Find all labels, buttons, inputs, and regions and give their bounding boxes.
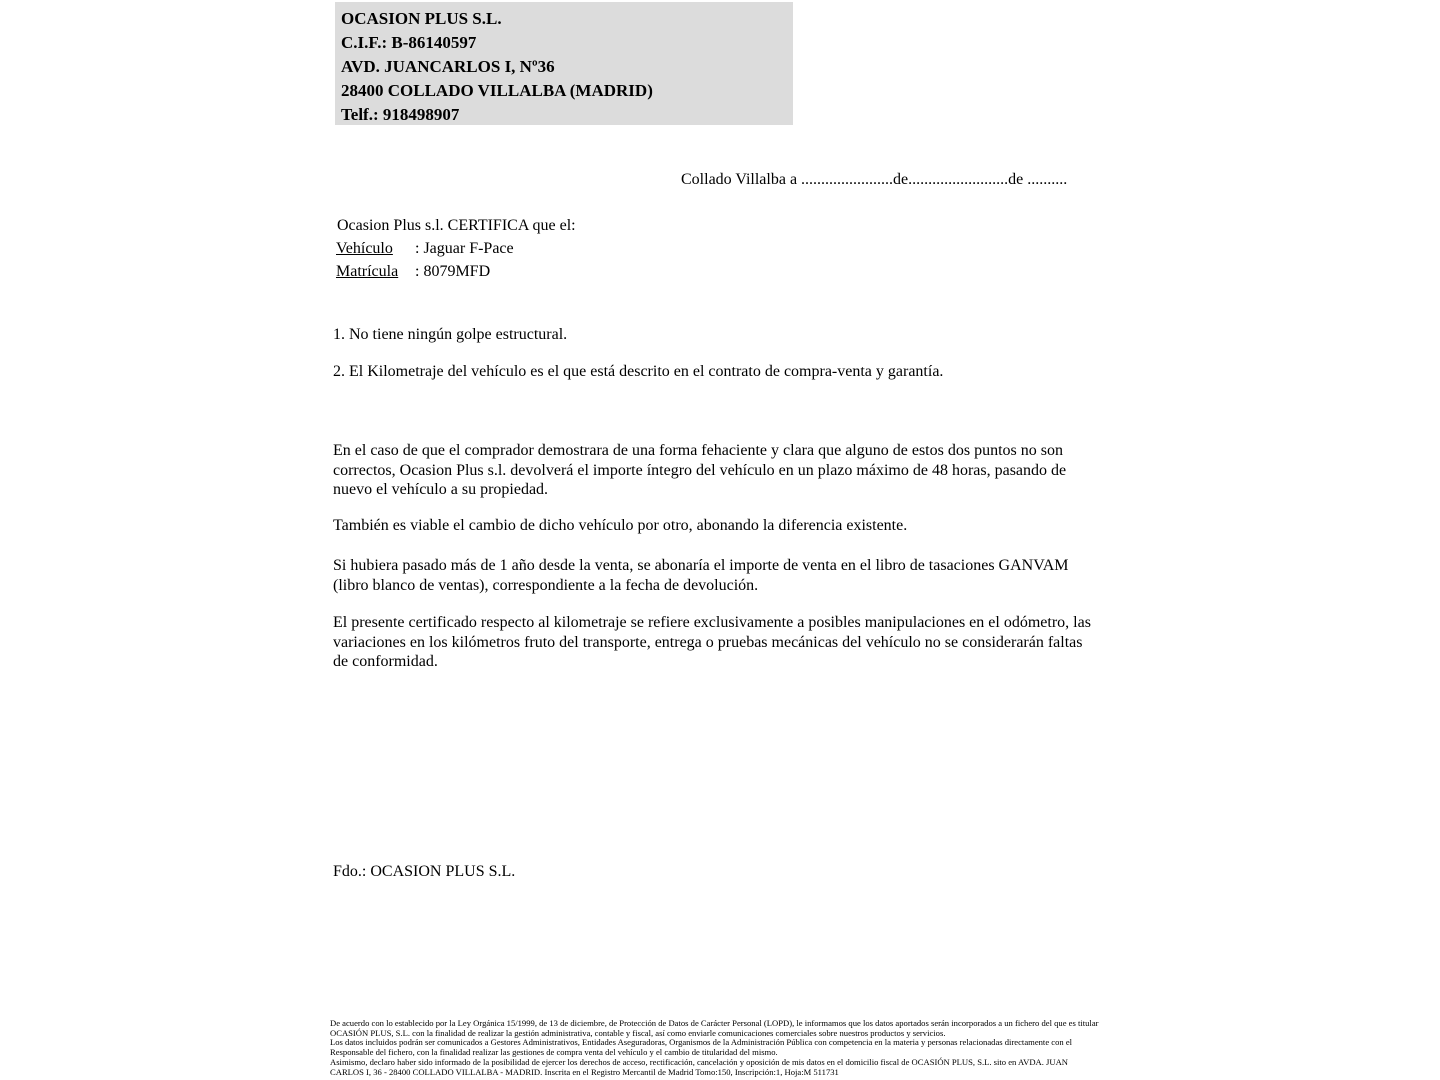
signature-line: Fdo.: OCASION PLUS S.L. [333, 863, 516, 880]
fine-print-line: OCASIÓN PLUS, S.L. con la finalidad de realizar la gestión administrativa, contable y fiscal, así como enviarle comunicaciones comerciales sobre nuestros productos y servicios. [330, 1027, 946, 1038]
paragraph-exchange: También es viable el cambio de dicho vehículo por otro, abonando la diferencia existente. [333, 517, 908, 534]
company-header-box [335, 2, 793, 125]
paragraph-refund: En el caso de que el comprador demostrara de una forma fehaciente y clara que alguno de estos dos puntos no son correctos, Ocasion Plus s.l. devolverá el importe íntegro del vehículo en un plazo máximo de 48 horas, pasando de nuevo el vehículo a su propiedad. [333, 442, 1067, 499]
paragraph-ganvam: Si hubiera pasado más de 1 año desde la venta, se abonaría el importe de venta en el libro de tasaciones GANVAM (libro blanco de ventas), correspondiente a la fecha de devolución. [333, 557, 1069, 594]
date-line: Collado Villalba a .......................de.........................de .......... [681, 171, 1068, 188]
fine-print-line: Los datos incluidos podrán ser comunicados a Gestores Administrativos, Entidades Aseguradoras, Organismos de la Administración Pública con competencia en la materia y personas relacionadas directamente con el [330, 1037, 1073, 1048]
vehicle-label: Vehículo [336, 240, 393, 257]
point-2: 2. El Kilometraje del vehículo es el que está descrito en el contrato de compra-venta y garantía. [333, 363, 944, 380]
fine-print-line: Responsable del fichero, con la finalidad realizar las gestiones de compra venta del vehículo y el cambio de titularidad del mismo. [330, 1047, 778, 1058]
company-cif: C.I.F.: B-86140597 [341, 33, 477, 52]
company-city: 28400 COLLADO VILLALBA (MADRID) [341, 81, 653, 100]
company-phone: Telf.: 918498907 [341, 105, 460, 124]
fine-print-line: CARLOS I, 36 - 28400 COLLADO VILLALBA - MADRID. Inscrita en el Registro Mercantil de Madrid Tomo:150, Inscripción:1, Hoja:M 511731 [330, 1066, 839, 1077]
fine-print-line: De acuerdo con lo establecido por la Ley Orgánica 15/1999, de 13 de diciembre, de Protección de Datos de Carácter Personal (LOPD), le informamos que los datos aportados serán incorporados a un fichero del que es titular [330, 1018, 1099, 1028]
plate-value: : 8079MFD [415, 263, 491, 280]
certificate-intro: Ocasion Plus s.l. CERTIFICA que el: [337, 217, 576, 234]
company-name: OCASION PLUS S.L. [341, 9, 502, 28]
plate-field [336, 263, 490, 281]
paragraph-odometer: El presente certificado respecto al kilometraje se refiere exclusivamente a posibles manipulaciones en el odómetro, las variaciones en los kilómetros fruto del transporte, entrega o pruebas mecánicas del vehículo no se considerarán faltas de conformidad. [333, 614, 1091, 671]
vehicle-field [336, 240, 514, 258]
company-address: AVD. JUANCARLOS I, Nº36 [341, 57, 555, 76]
plate-label: Matrícula [336, 263, 399, 280]
fine-print-line: Asimismo, declaro haber sido informado de la posibilidad de ejercer los derechos de acceso, rectificación, cancelación y oposición de mis datos en el domicilio fiscal de OCASIÓN PLUS, S.L. sito en AVDA. JUAN [330, 1056, 1069, 1067]
point-1: 1. No tiene ningún golpe estructural. [333, 326, 568, 343]
vehicle-value: : Jaguar F-Pace [415, 240, 514, 257]
legal-fine-print [330, 1019, 1130, 1077]
